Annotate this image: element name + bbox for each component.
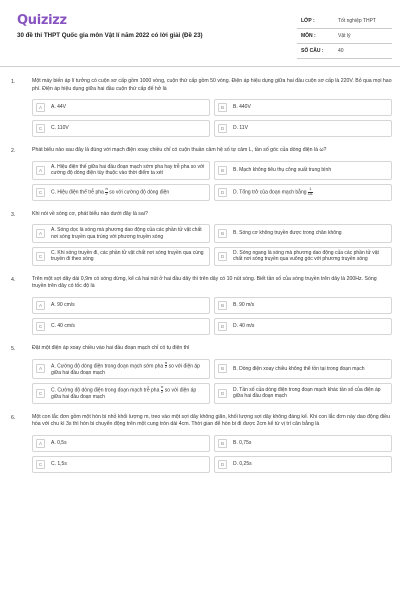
option-text-main: B. 0,75s (233, 440, 252, 447)
question-list (0, 78, 400, 483)
option-text-main: C. Cường độ dòng điện trong đoạn mạch trễ pha (51, 387, 160, 394)
answer-option-d[interactable] (214, 120, 392, 137)
option-letter-badge: D (218, 188, 227, 197)
option-text-main: B. 440V (233, 104, 251, 111)
answer-option-a[interactable] (32, 99, 210, 116)
option-text (51, 188, 169, 196)
answer-option-a[interactable] (32, 224, 210, 243)
fraction-numerator: π (160, 385, 164, 390)
answer-option-b[interactable] (214, 359, 392, 380)
fraction-denominator: 2 (161, 389, 164, 394)
option-text-main: A. 90 cm/s (51, 302, 75, 309)
fraction-denominator: ωL (307, 191, 313, 196)
option-text (233, 250, 387, 263)
option-text (233, 440, 251, 446)
option-letter-badge: A (36, 166, 45, 175)
option-text-main: C. 110V (51, 125, 69, 132)
option-text-main: A. 44V (51, 104, 67, 111)
option-text-main: C. 40 cm/s (51, 323, 75, 330)
answer-option-c[interactable] (32, 184, 210, 201)
option-letter-badge: B (218, 103, 227, 112)
option-letter-badge: A (36, 301, 45, 310)
question-item (0, 78, 400, 137)
question-text: Khi nói về sóng cơ, phát biểu nào dưới đây là sai? (32, 210, 148, 217)
fraction (105, 188, 108, 196)
answer-option-c[interactable] (32, 120, 210, 137)
option-text-main: D. 0,25s (233, 461, 252, 468)
answer-option-b[interactable] (214, 297, 392, 314)
meta-row-subject (297, 29, 392, 44)
option-text (51, 250, 205, 263)
answer-option-a[interactable] (32, 161, 210, 180)
fraction (308, 188, 313, 196)
option-text-main: D. Tần số của dòng điện trong đoạn mạch khác tần số của điện áp giữa hai đầu đoạn mạch (233, 387, 381, 400)
question-number: 2. (11, 148, 16, 155)
option-text-main: C. Hiệu điện thế trễ pha (51, 189, 104, 196)
option-text (233, 323, 254, 329)
option-text (51, 227, 205, 240)
answer-options (32, 99, 392, 137)
answer-option-c[interactable] (32, 383, 210, 404)
answer-option-d[interactable] (214, 383, 392, 404)
option-text-main: B. Sóng cơ không truyền được trong chân không (233, 230, 342, 237)
option-letter-badge: A (36, 439, 45, 448)
answer-options (32, 297, 392, 335)
option-text (51, 461, 67, 467)
answer-options (32, 224, 392, 266)
question-item (0, 211, 400, 266)
option-text (51, 440, 67, 446)
meta-value: 40 (338, 48, 344, 54)
option-text-main: B. Dòng điện xoay chiều không thể tồn tại trong đoạn mạch (233, 365, 365, 372)
answer-option-b[interactable] (214, 161, 392, 180)
option-text (233, 461, 252, 467)
option-letter-badge: A (36, 229, 45, 238)
quizizz-logo: Quizizz (17, 13, 67, 28)
option-text-main: A. Cường độ dòng điện trong đoạn mạch sớm pha (51, 363, 164, 370)
option-text-main: D. Sóng ngang là sóng mà phương dao động của các phần tử vật chất nơi sóng truyền qua vuông góc với phương truyền sóng (233, 250, 379, 263)
meta-row-count (297, 44, 392, 59)
option-letter-badge: C (36, 124, 45, 133)
option-text-main: A. Hiệu điện thế giữa hai đầu đoạn mạch sớm pha hay trễ pha so với cường độ dòng điện tùy thuộc vào thời điểm ta xét (51, 163, 205, 177)
option-text-after: so với cường độ dòng điện (109, 189, 170, 196)
question-number: 5. (11, 346, 16, 352)
answer-option-c[interactable] (32, 318, 210, 335)
answer-option-d[interactable] (214, 456, 392, 473)
fraction (165, 362, 168, 370)
option-text (233, 302, 254, 308)
question-text: Trên một sợi dây dài 0,9m có sóng dừng, kể cả hai nút ở hai đầu dây thì trên dây có 10 nút sóng. Biết tần số của sóng truyền trên dây là 200Hz. Sóng truyền trên dây có tốc độ là (32, 275, 377, 290)
fraction-numerator: π (105, 187, 108, 191)
page-header (0, 0, 400, 64)
answer-option-d[interactable] (214, 247, 392, 266)
option-letter-badge: C (36, 188, 45, 197)
question-number: 6. (11, 414, 16, 421)
meta-value: Tốt nghiệp THPT (338, 18, 376, 24)
question-item (0, 345, 400, 404)
option-text (51, 164, 205, 177)
meta-table (297, 14, 392, 59)
option-text-main: B. 90 m/s (233, 302, 255, 309)
option-text (51, 362, 205, 377)
question-item (0, 414, 400, 473)
meta-value: Vật lý (338, 33, 351, 39)
option-letter-badge: A (36, 103, 45, 112)
option-text (51, 386, 205, 401)
option-letter-badge: D (218, 124, 227, 133)
option-text (233, 188, 313, 196)
fraction (161, 386, 164, 394)
option-letter-badge: A (36, 364, 45, 373)
question-text: Đặt một điện áp xoay chiều vào hai đầu đoạn mạch chỉ có tụ điện thì (32, 345, 190, 351)
fraction-denominator: 2 (105, 191, 108, 196)
option-letter-badge: C (36, 389, 45, 398)
option-text (233, 387, 387, 400)
question-item (0, 147, 400, 200)
option-letter-badge: C (36, 322, 45, 331)
answer-option-a[interactable] (32, 297, 210, 314)
question-item (0, 276, 400, 335)
option-text (233, 125, 248, 131)
fraction-numerator: π (164, 360, 168, 365)
meta-key: MÔN : (301, 33, 316, 39)
option-text (233, 167, 331, 173)
question-number: 3. (11, 211, 16, 218)
option-text-main: B. Mạch không tiêu thụ công suất trung bình (233, 166, 332, 173)
option-letter-badge: B (218, 364, 227, 373)
option-text-main: D. Tổng trở của đoạn mạch bằng (233, 189, 307, 196)
option-letter-badge: B (218, 301, 227, 310)
answer-options (32, 435, 392, 473)
answer-option-b[interactable] (214, 435, 392, 452)
option-text (51, 302, 75, 308)
fraction-denominator: 2 (164, 365, 167, 370)
option-text (51, 104, 66, 110)
answer-option-b[interactable] (214, 224, 392, 243)
option-letter-badge: D (218, 460, 227, 469)
option-text (51, 323, 75, 329)
option-letter-badge: C (36, 460, 45, 469)
option-text-main: C. 1,5s (51, 461, 67, 468)
meta-key: LỚP : (301, 18, 315, 24)
document-title: 30 đề thi THPT Quốc gia môn Vật lí năm 2022 có lời giải (Đề 23) (17, 32, 203, 39)
option-letter-badge: B (218, 229, 227, 238)
answer-option-d[interactable] (214, 318, 392, 335)
question-text: Một con lắc đơn gồm một hòn bi nhỏ khối lượng m, treo vào một sợi dây không giãn, khối lượng sợi dây không đáng kể. Khi con lắc đơn này dao động điều hòa với chu kì 3s thì hòn bi chuyển động trên một cung tròn dài 4cm. Thời gian để hòn bi đi được 2cm kể từ vị trí cân bằng là (32, 413, 390, 428)
meta-key: SỐ CÂU : (301, 48, 324, 54)
header-divider (0, 66, 400, 67)
option-text-after: so với điện áp giữa hai đầu đoạn mạch (51, 363, 200, 376)
option-text (233, 104, 251, 110)
question-number: 4. (11, 276, 16, 283)
option-letter-badge: D (218, 322, 227, 331)
option-letter-badge: B (218, 166, 227, 175)
answer-options (32, 359, 392, 404)
option-text (51, 125, 69, 131)
option-text-after: so với điện áp giữa hai đầu đoạn mạch (51, 387, 197, 401)
question-text: Phát biểu nào sau đây là đúng với mạch điện xoay chiều chỉ có cuộn thuần cảm hệ số tự cảm L, tần số góc của dòng điện là ω? (32, 147, 327, 154)
option-text-main: C. Khi sóng truyền đi, các phần tử vật chất nơi sóng truyền qua cùng truyền đi theo sóng (51, 250, 204, 263)
option-letter-badge: C (36, 252, 45, 261)
answer-option-a[interactable] (32, 359, 210, 380)
option-text (233, 230, 342, 236)
meta-row-class (297, 14, 392, 29)
option-text (233, 366, 364, 372)
question-text: Một máy biến áp lí tưởng có cuộn sơ cấp gồm 1000 vòng, cuộn thứ cấp gồm 50 vòng. Điện áp hiệu dụng giữa hai đầu cuộn sơ cấp là 220V. Bỏ qua mọi hao phí. Điện áp hiệu dụng giữa hai đầu cuộn thứ cấp để hở là (32, 78, 392, 92)
answer-options (32, 161, 392, 201)
fraction-numerator: 1 (309, 187, 312, 191)
option-letter-badge: B (218, 439, 227, 448)
answer-option-b[interactable] (214, 99, 392, 116)
answer-option-c[interactable] (32, 247, 210, 266)
answer-option-c[interactable] (32, 456, 210, 473)
option-letter-badge: D (218, 389, 227, 398)
option-text-main: D. 40 m/s (233, 323, 255, 330)
option-text-main: A. Sóng dọc là sóng mà phương dao động của các phần tử vật chất nơi sóng truyền qua trùng với phương truyền sóng (51, 227, 202, 240)
option-letter-badge: D (218, 252, 227, 261)
option-text-main: D. 11V (233, 125, 248, 132)
option-text-main: A. 0,5s (51, 440, 67, 447)
answer-option-a[interactable] (32, 435, 210, 452)
question-number: 1. (11, 79, 16, 85)
answer-option-d[interactable] (214, 184, 392, 201)
